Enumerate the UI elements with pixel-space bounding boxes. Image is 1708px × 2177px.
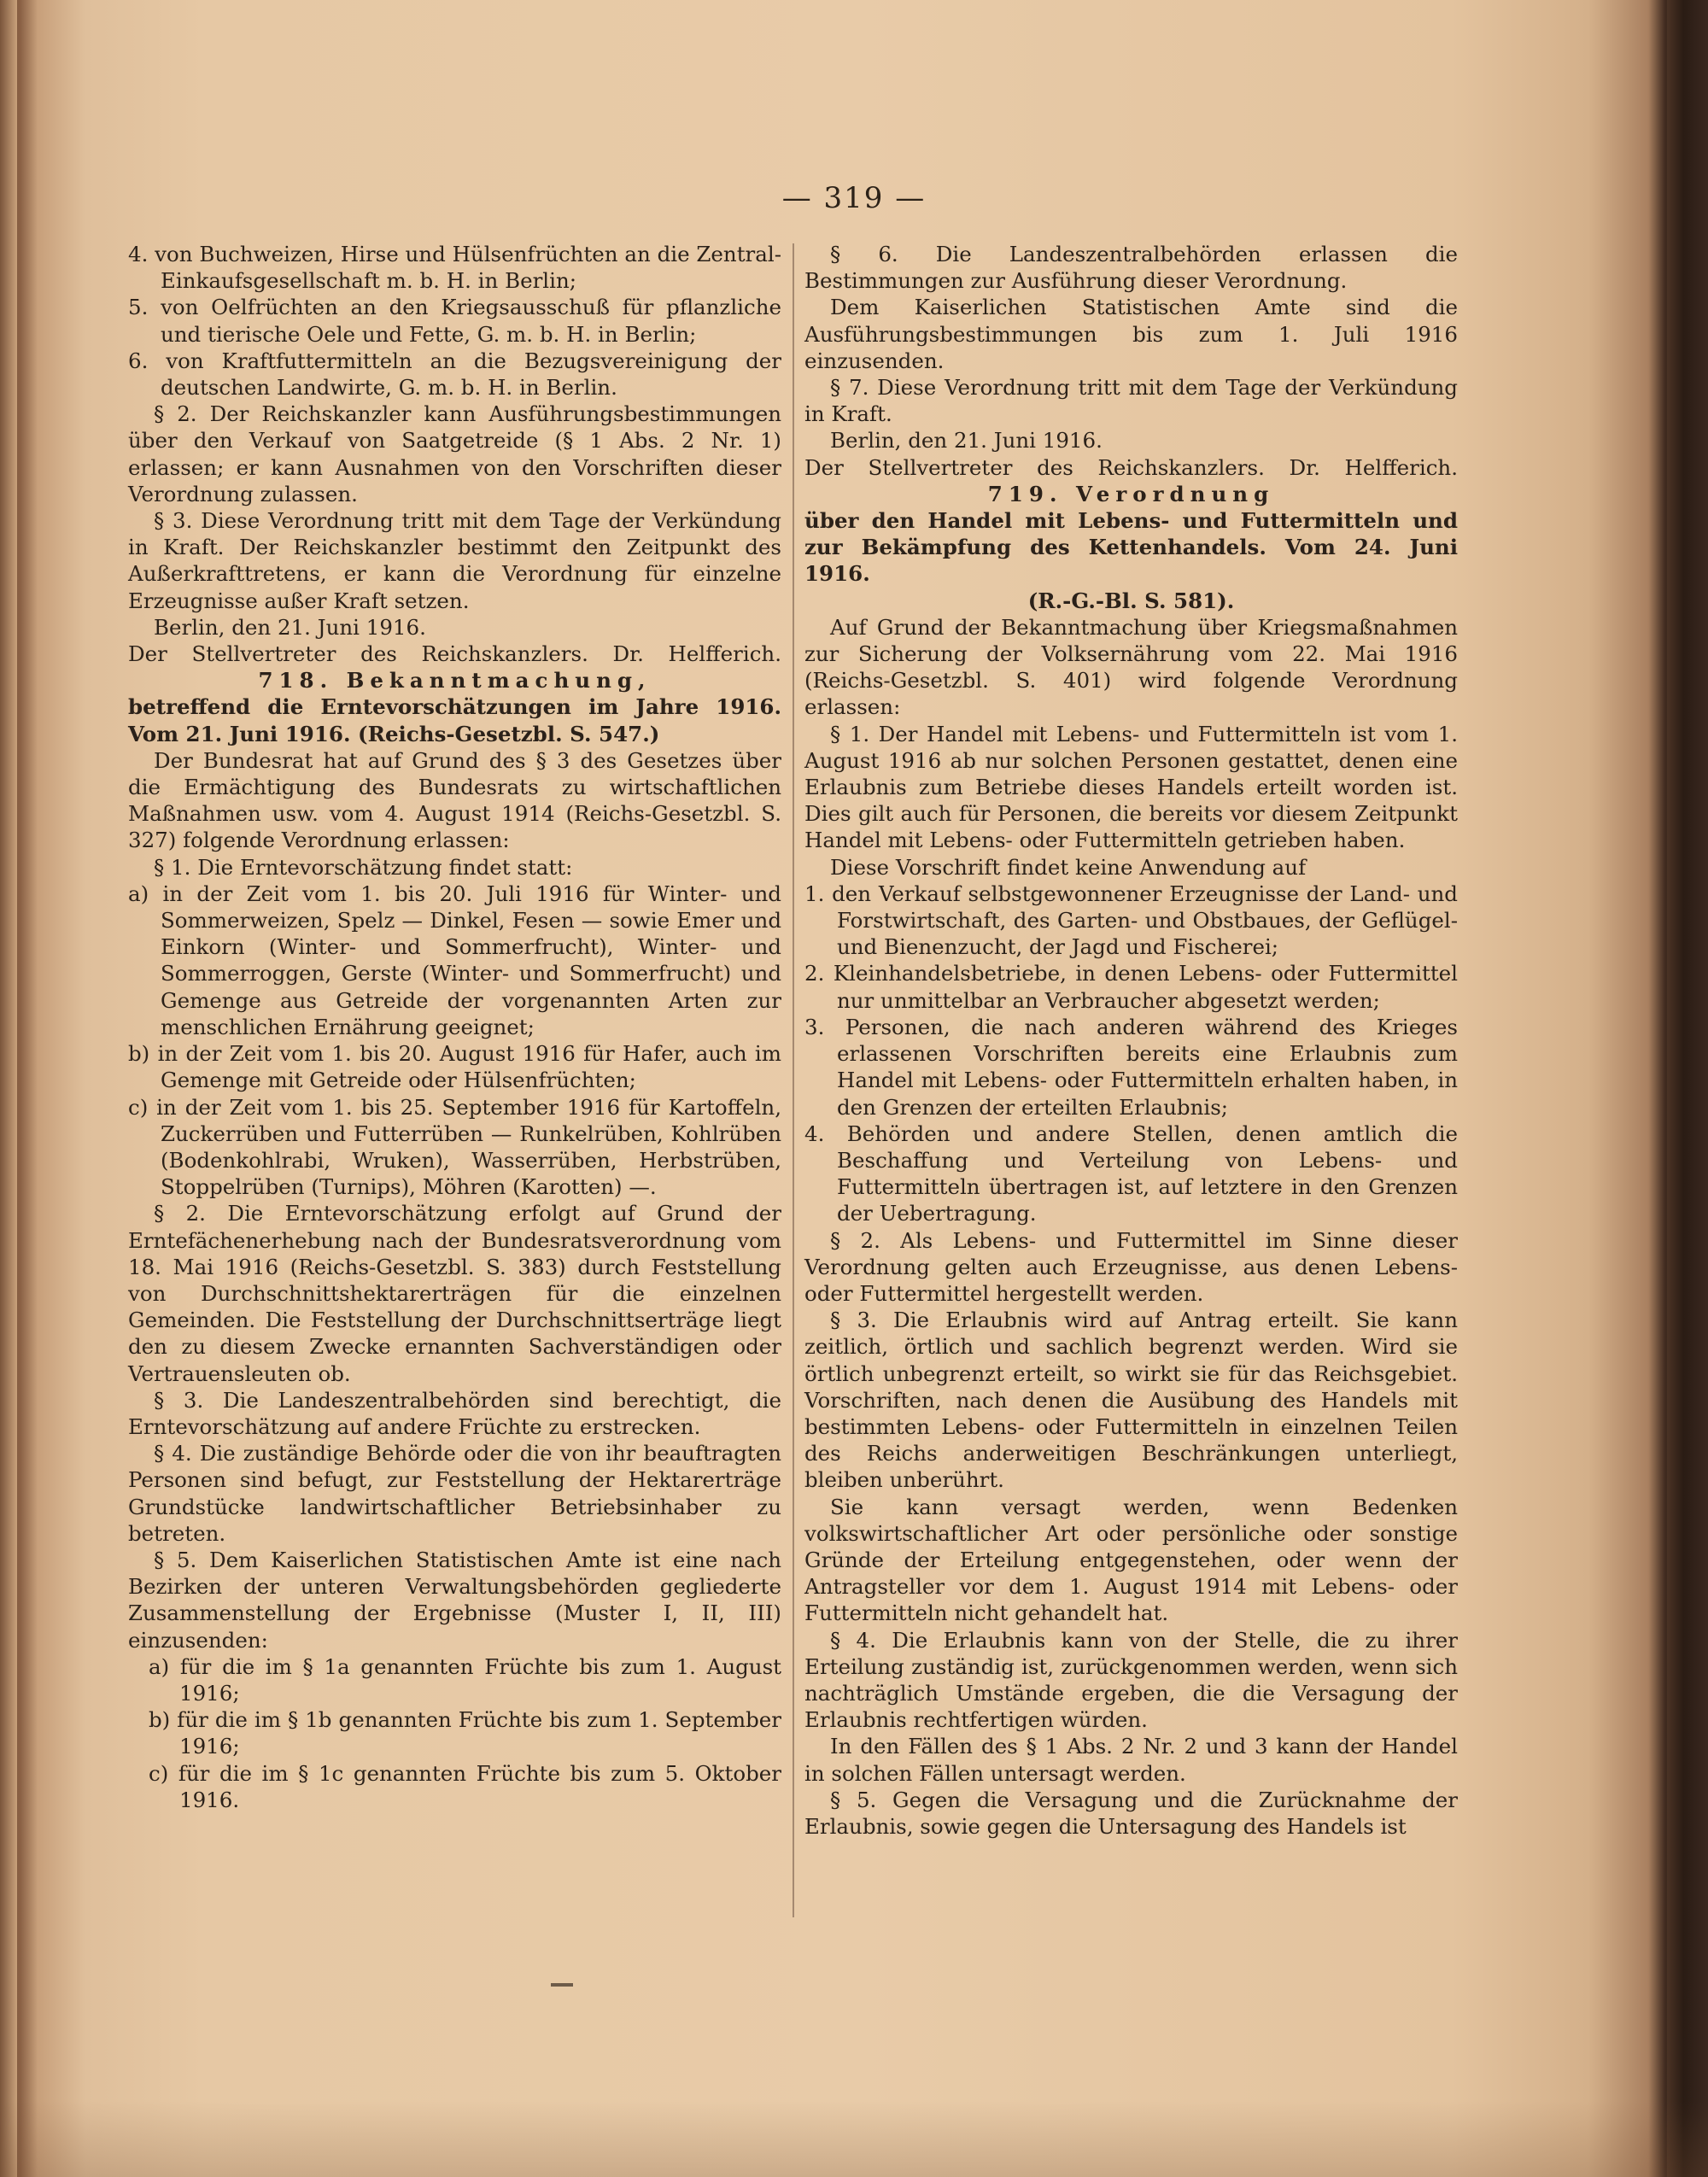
paragraph: § 2. Als Lebens- und Futtermittel im Sinne dieser Verordnung gelten auch Erzeugnisse, aus denen Lebens- oder Futtermittel hergestellt werden.	[804, 1227, 1458, 1306]
list-item: b) für die im § 1b genannten Früchte bis zum 1. September 1916;	[149, 1707, 781, 1759]
paragraph: § 1. Die Erntevorschätzung findet statt:	[154, 854, 573, 880]
paragraph: Auf Grund der Bekanntmachung über Kriegsmaßnahmen zur Sicherung der Volksernährung vom 22. Mai 1916 (Reichs-Gesetzbl. S. 401) wird folgende Verordnung erlassen:	[804, 614, 1458, 720]
date-line: Berlin, den 21. Juni 1916.	[830, 428, 1103, 454]
section-title: 719. Verordnung	[987, 481, 1275, 506]
paragraph: § 5. Gegen die Versagung und die Zurücknahme der Erlaubnis, sowie gegen die Untersagung des Handels ist	[804, 1787, 1458, 1839]
paragraph: § 3. Die Erlaubnis wird auf Antrag erteilt. Sie kann zeitlich, örtlich und sachlich begrenzt werden. Wird sie örtlich unbegrenzt erteilt, so wirkt sie für das Reichsgebiet. Vorschriften, nach denen die Ausübung des Handels mit bestimmten Lebens- oder Futtermitteln in einzelnen Teilen des Reichs anderweitigen Beschränkungen unterliegt, bleiben unberührt.	[804, 1308, 1458, 1493]
right-column	[804, 241, 1458, 1840]
signature-line: Der Stellvertreter des Reichskanzlers. Dr. Helfferich.	[804, 454, 1458, 480]
paragraph: § 1. Der Handel mit Lebens- und Futtermitteln ist vom 1. August 1916 ab nur solchen Personen gestattet, denen eine Erlaubnis zum Betriebe dieses Handels erteilt worden ist. Dies gilt auch für Personen, die bereits vor diesem Zeitpunkt Handel mit Lebens- oder Futtermitteln getrieben haben.	[804, 721, 1458, 853]
list-item: a) für die im § 1a genannten Früchte bis zum 1. August 1916;	[149, 1653, 781, 1706]
list-item: 3. Personen, die nach anderen während des Krieges erlassenen Vorschriften bereits eine Erlaubnis zum Handel mit Lebens- oder Futtermitteln erhalten haben, in den Grenzen der erteilten Erlaubnis;	[804, 1014, 1458, 1120]
section-heading: über den Handel mit Lebens- und Futtermitteln und zur Bekämpfung des Kettenhandels. Vom 24. Juni 1916.	[804, 508, 1458, 587]
footer-mark	[551, 1983, 573, 1987]
paragraph: § 2. Die Erntevorschätzung erfolgt auf Grund der Erntefächenerhebung nach der Bundesratsverordnung vom 18. Mai 1916 (Reichs-Gesetzbl. S. 383) durch Feststellung von Durchschnittshektarerträgen für die einzelnen Gemeinden. Die Feststellung der Durchschnittserträge liegt den zu diesem Zwecke ernannten Sachverständigen oder Vertrauensleuten ob.	[128, 1201, 781, 1386]
paragraph: § 3. Die Landeszentralbehörden sind berechtigt, die Erntevorschätzung auf andere Früchte zu erstrecken.	[128, 1387, 781, 1439]
list-item: 2. Kleinhandelsbetriebe, in denen Lebens- oder Futtermittel nur unmittelbar an Verbraucher abgesetzt werden;	[804, 961, 1458, 1013]
paragraph: § 5. Dem Kaiserlichen Statistischen Amte ist eine nach Bezirken der unteren Verwaltungsbehörden gegliederte Zusammenstellung der Ergebnisse (Muster I, II, III) einzusenden:	[128, 1547, 781, 1653]
list-item: 4. von Buchweizen, Hirse und Hülsenfrüchten an die Zentral-Einkaufsgesellschaft m. b. H. in Berlin;	[128, 242, 781, 294]
paragraph: Der Bundesrat hat auf Grund des § 3 des Gesetzes über die Ermächtigung des Bundesrats zu wirtschaftlichen Maßnahmen usw. vom 4. August 1914 (Reichs-Gesetzbl. S. 327) folgende Verordnung erlassen:	[128, 747, 781, 853]
list-item: 1. den Verkauf selbstgewonnener Erzeugnisse der Land- und Forstwirtschaft, des Garten- und Obstbaues, der Geflügel- und Bienenzucht, der Jagd und Fischerei;	[804, 881, 1458, 960]
list-item: 6. von Kraftfuttermitteln an die Bezugsvereinigung der deutschen Landwirte, G. m. b. H. in Berlin.	[128, 348, 781, 401]
page-shadow	[0, 2101, 1708, 2177]
section-heading: betreffend die Erntevorschätzungen im Jahre 1916. Vom 21. Juni 1916. (Reichs-Gesetzbl. S. 547.)	[128, 694, 781, 746]
paragraph: Diese Vorschrift findet keine Anwendung auf	[830, 854, 1307, 880]
paragraph: Sie kann versagt werden, wenn Bedenken volkswirtschaftlicher Art oder persönliche oder sonstige Gründe der Erteilung entgegenstehen, oder wenn der Antragsteller vor dem 1. August 1914 mit Lebens- oder Futtermitteln nicht gehandelt hat.	[804, 1494, 1458, 1626]
list-item: b) in der Zeit vom 1. bis 20. August 1916 für Hafer, auch im Gemenge mit Getreide oder Hülsenfrüchten;	[128, 1041, 781, 1093]
paragraph: § 4. Die zuständige Behörde oder die von ihr beauftragten Personen sind befugt, zur Feststellung der Hektarerträge Grundstücke landwirtschaftlicher Betriebsinhaber zu betreten.	[128, 1441, 781, 1546]
column-divider	[793, 243, 794, 1917]
page-number: — 319 —	[781, 181, 927, 215]
list-item: 5. von Oelfrüchten an den Kriegsausschuß für pflanzliche und tierische Oele und Fette, G. m. b. H. in Berlin;	[128, 295, 781, 347]
paragraph: § 2. Der Reichskanzler kann Ausführungsbestimmungen über den Verkauf von Saatgetreide (§ 1 Abs. 2 Nr. 1) erlassen; er kann Ausnahmen von den Vorschriften dieser Verordnung zulassen.	[128, 401, 781, 506]
list-item: c) in der Zeit vom 1. bis 25. September 1916 für Kartoffeln, Zuckerrüben und Futterrüben — Runkelrüben, Kohlrüben (Bodenkohlrabi, Wruken), Wasserrüben, Herbstrüben, Stoppelrüben (Turnips), Möhren (Karotten) —.	[128, 1094, 781, 1200]
signature-line: Der Stellvertreter des Reichskanzlers. Dr. Helfferich.	[128, 641, 781, 667]
date-line: Berlin, den 21. Juni 1916.	[154, 614, 426, 640]
section-reference: (R.-G.-Bl. S. 581).	[1027, 588, 1235, 613]
paragraph: § 6. Die Landeszentralbehörden erlassen die Bestimmungen zur Ausführung dieser Verordnung.	[804, 242, 1458, 294]
paragraph: In den Fällen des § 1 Abs. 2 Nr. 2 und 3 kann der Handel in solchen Fällen untersagt werden.	[804, 1734, 1458, 1786]
paragraph: § 3. Diese Verordnung tritt mit dem Tage der Verkündung in Kraft. Der Reichskanzler bestimmt den Zeitpunkt des Außerkrafttretens, er kann die Verordnung für einzelne Erzeugnisse außer Kraft setzen.	[128, 508, 781, 613]
paragraph: § 4. Die Erlaubnis kann von der Stelle, die zu ihrer Erteilung zuständig ist, zurückgenommen werden, wenn sich nachträglich Umstände ergeben, die die Versagung der Erlaubnis rechtfertigen würden.	[804, 1627, 1458, 1733]
book-binding-edge	[1667, 0, 1708, 2177]
list-item: a) in der Zeit vom 1. bis 20. Juli 1916 für Winter- und Sommerweizen, Spelz — Dinkel, Fesen — sowie Emer und Einkorn (Winter- und Sommerfrucht), Winter- und Sommerroggen, Gerste (Winter- und Sommerfrucht) und Gemenge aus Getreide der vorgenannten Arten zur menschlichen Ernährung geeignet;	[128, 881, 781, 1039]
list-item: 4. Behörden und andere Stellen, denen amtlich die Beschaffung und Verteilung von Lebens- und Futtermitteln übertragen ist, auf letztere in den Grenzen der Uebertragung.	[804, 1121, 1458, 1226]
left-column	[128, 241, 781, 1813]
list-item: c) für die im § 1c genannten Früchte bis zum 5. Oktober 1916.	[149, 1760, 781, 1812]
left-page-edge	[0, 0, 17, 2177]
paragraph: § 7. Diese Verordnung tritt mit dem Tage der Verkündung in Kraft.	[804, 375, 1458, 427]
section-title: 718. Bekanntmachung,	[258, 668, 652, 693]
paragraph: Dem Kaiserlichen Statistischen Amte sind die Ausführungsbestimmungen bis zum 1. Juli 1916 einzusenden.	[804, 295, 1458, 373]
